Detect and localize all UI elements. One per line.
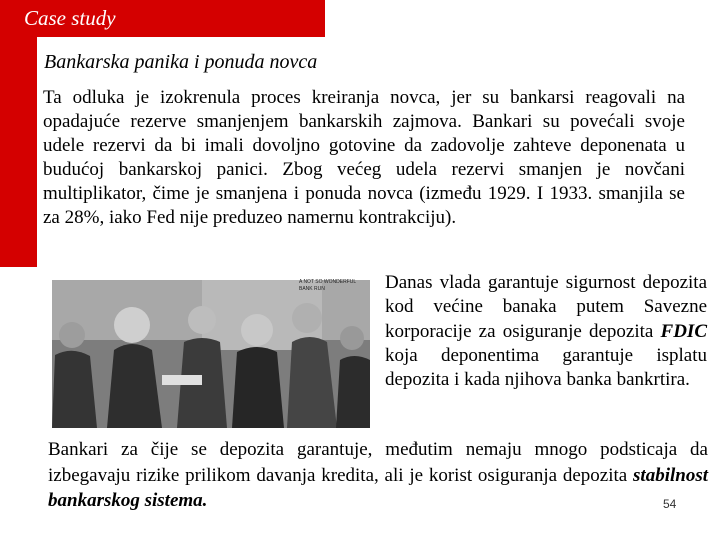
conclusion-paragraph	[48, 437, 708, 514]
photo-caption-line-2: BANK RUN	[299, 286, 325, 292]
photo-caption-line-1: A NOT SO WONDERFUL	[299, 279, 357, 285]
header-title: Case study	[24, 6, 116, 30]
fdic-text-start: Danas vlada garantuje sigurnost depozita kod većine banaka putem Savezne korporacije za osiguranje depozita	[385, 272, 707, 342]
left-accent-stripe	[0, 37, 37, 267]
fdic-acronym: FDIC	[660, 320, 707, 342]
bank-run-photo-illustration	[52, 280, 370, 428]
paragraph-1: Ta odluka je izokrenula proces kreiranja novca, jer su bankarsi reagovali na opadajuće rezerve smanjenjem bankarskih zajmova. Bankari su povećali svoje udele rezervi da bi imali dovoljno gotovine da zadovolje zahteve deponenata u budućoj bankarskoj panici. Zbog većeg udela rezervi smanjen je novčani multiplikator, čime je smanjena i ponuda novca (između 1929. I 1933. smanjila se za 28%, iako Fed nije preduzeo namernu kontrakciju).	[43, 87, 685, 228]
conclusion-text: Bankari za čije se depozita garantuje, međutim nemaju mnogo podsticaja da izbegavaju rizike prilikom davanja kredita, ali je korist osiguranja depozita	[48, 439, 708, 486]
bank-run-photo	[52, 280, 370, 428]
fdic-paragraph	[385, 271, 707, 392]
photo-caption	[299, 279, 359, 293]
page-number: 54	[663, 497, 677, 511]
conclusion-emphasis: stabilnost bankarskog sistema.	[48, 464, 708, 511]
slide-subtitle: Bankarska panika i ponuda novca	[44, 51, 318, 73]
fdic-text-end: koja deponentima garantuje isplatu depozita i kada njihova banka bankrtira.	[385, 344, 707, 391]
